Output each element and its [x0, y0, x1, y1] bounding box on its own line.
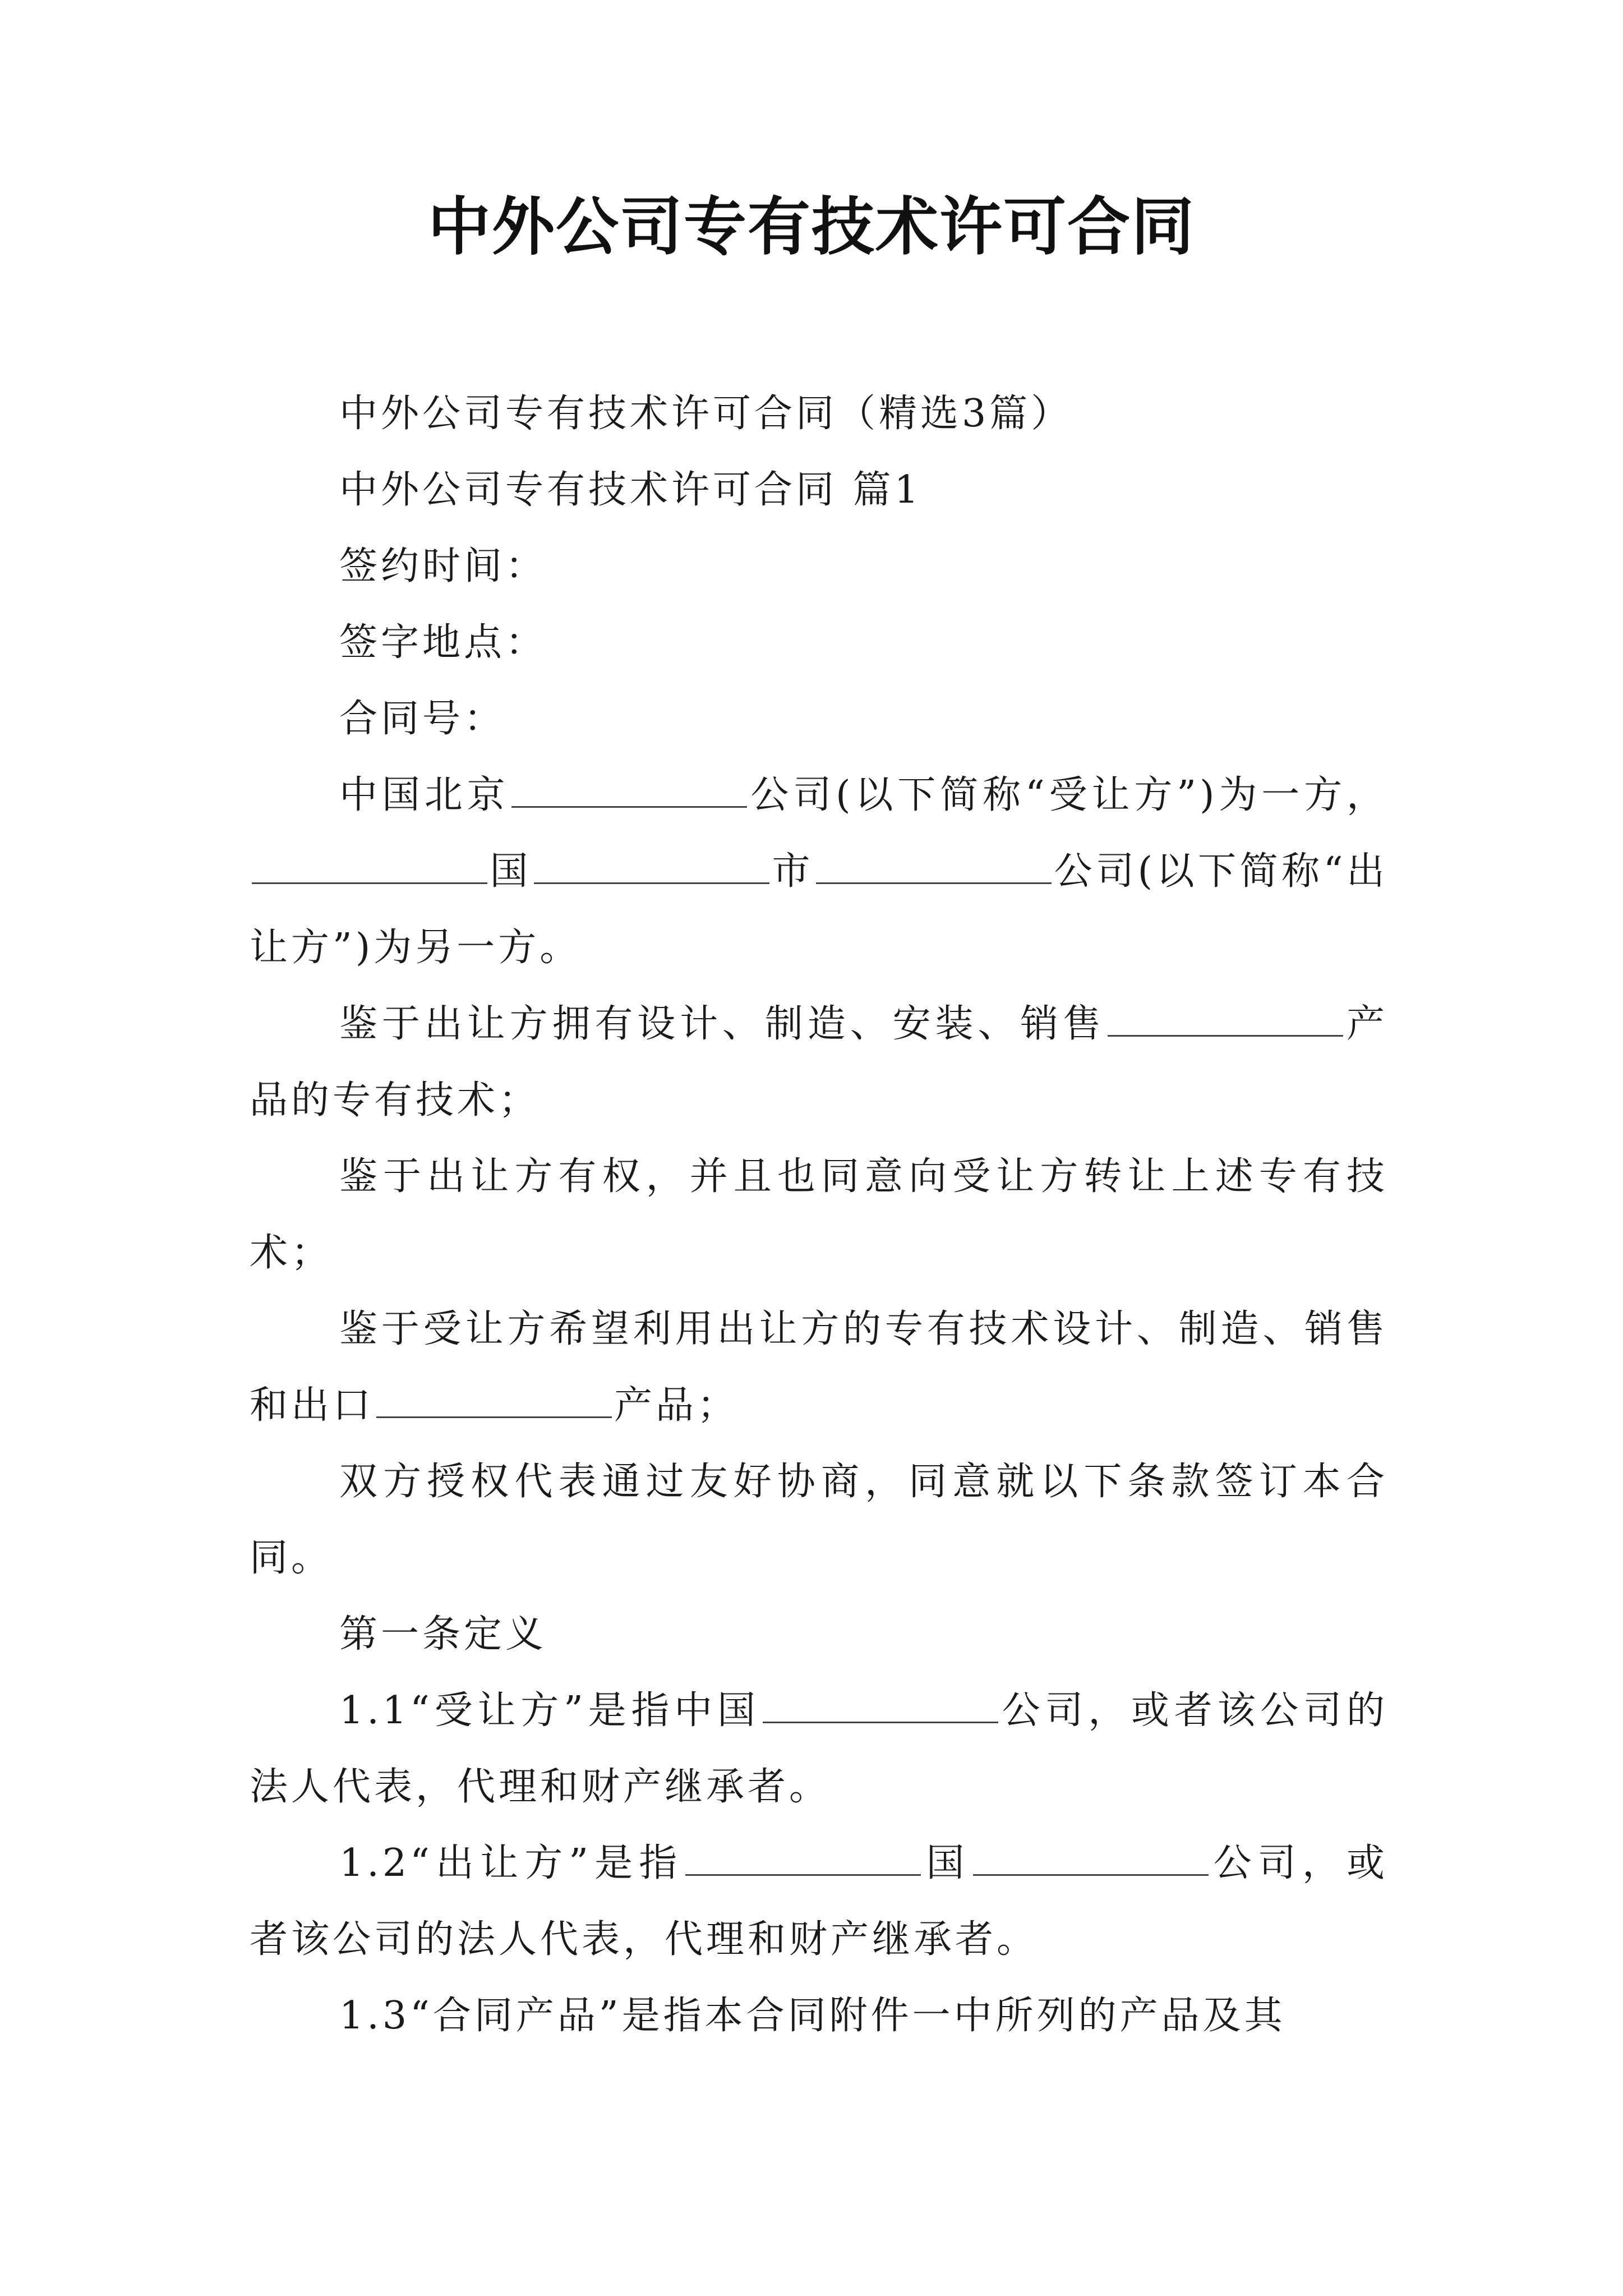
blank-line — [973, 1839, 1209, 1876]
whereas-1-text-b: 产品的专有技术； — [250, 1002, 1388, 1122]
definition-1-1-text-a: 1.1“受让方”是指中国 — [339, 1688, 760, 1733]
definition-1-1-text-b: 公司，或者该公司的法人代表，代理和财产继承者。 — [250, 1688, 1388, 1809]
blank-line — [763, 1687, 998, 1723]
parties-text-3: 国 — [490, 849, 532, 894]
document-subtitle: 中外公司专有技术许可合同（精选3篇） — [339, 392, 1073, 436]
definition-1-2-text-a: 1.2“出让方”是指 — [339, 1841, 684, 1885]
definition-1-3: 1.3“合同产品”是指本合同附件一中所列的产品及其 — [339, 1994, 1286, 2038]
definition-1-2-text-b: 国 — [923, 1841, 971, 1885]
whereas-1-text-a: 鉴于出让方拥有设计、制造、安装、销售 — [339, 1002, 1106, 1046]
definition-1-1 — [250, 1673, 1388, 1825]
parties-text-5: 公司(以下简称“出让方”)为另一方。 — [250, 849, 1388, 970]
definition-1-2-text-c: 公司，或者该公司的法人代表，代理和财产继承者。 — [250, 1841, 1388, 1962]
whereas-3-text-a: 鉴于受让方希望利用出让方的专有技术设计、制造、销售和出口 — [250, 1307, 1388, 1428]
blank-line — [252, 848, 487, 884]
sign-time-label: 签约时间： — [339, 544, 547, 588]
document-body — [250, 376, 1388, 2054]
definition-1-2 — [250, 1825, 1388, 1978]
blank-line — [511, 771, 747, 808]
blank-line — [376, 1382, 612, 1418]
sign-place-label: 签字地点： — [339, 620, 547, 665]
document-title: 中外公司专有技术许可合同 — [428, 190, 1195, 264]
blank-line — [816, 848, 1052, 884]
parties-text-1: 中国北京 — [339, 773, 510, 817]
whereas-paragraph-3 — [250, 1291, 1388, 1444]
article-1-heading: 第一条定义 — [339, 1612, 547, 1657]
whereas-paragraph-1 — [250, 986, 1388, 1139]
section-heading: 中外公司专有技术许可合同 篇1 — [339, 468, 922, 512]
parties-text-2: 公司(以下简称“受让方”)为一方， — [749, 773, 1388, 817]
blank-line — [1108, 1000, 1343, 1037]
blank-line — [685, 1839, 921, 1876]
parties-paragraph — [250, 757, 1388, 986]
contract-number-label: 合同号： — [339, 697, 506, 741]
blank-line — [534, 848, 769, 884]
whereas-3-text-b: 产品； — [614, 1383, 739, 1428]
whereas-paragraph-2: 鉴于出让方有权，并且也同意向受让方转让上述专有技术； — [250, 1154, 1388, 1275]
parties-text-4: 市 — [772, 849, 814, 894]
agreement-paragraph: 双方授权代表通过友好协商，同意就以下条款签订本合同。 — [250, 1460, 1388, 1580]
